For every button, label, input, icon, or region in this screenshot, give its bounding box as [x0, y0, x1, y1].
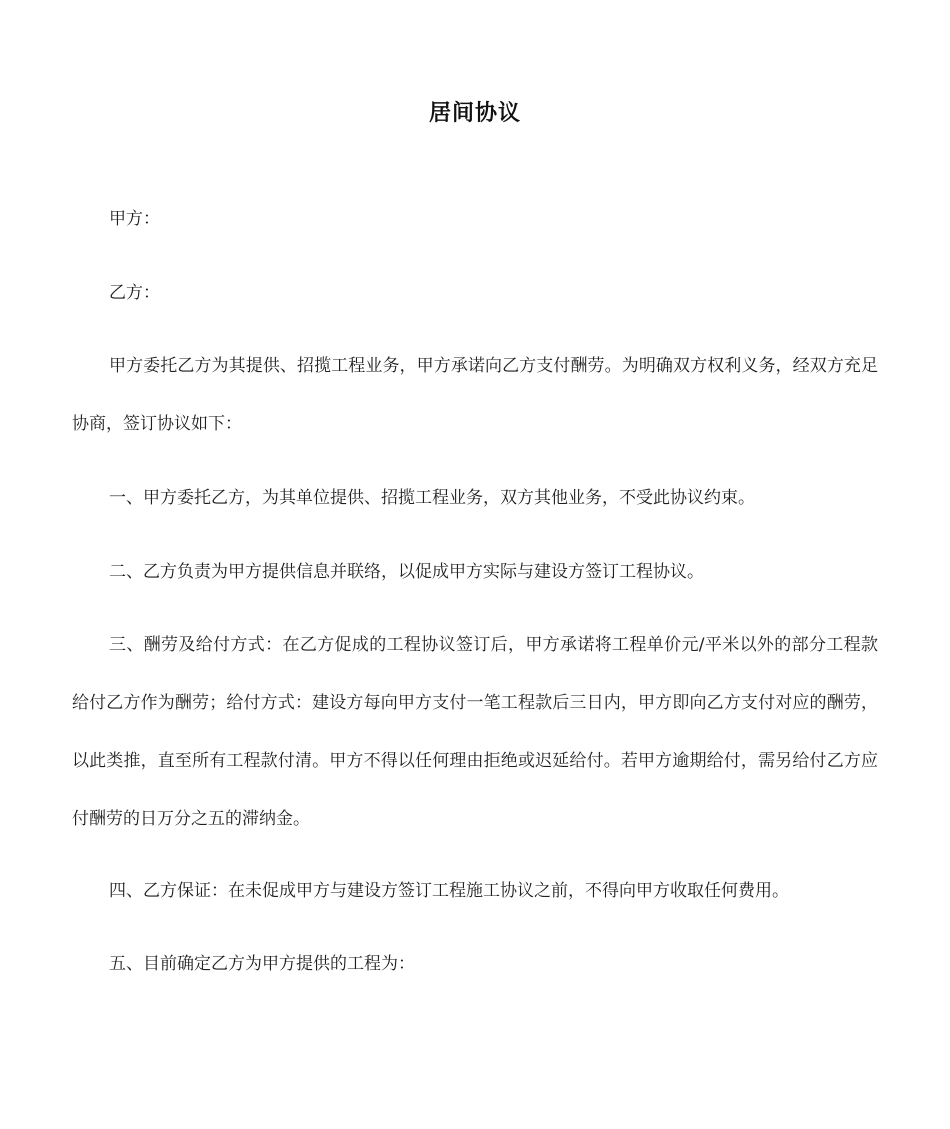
clause-3: 三、酬劳及给付方式：在乙方促成的工程协议签订后，甲方承诺将工程单价元/平米以外的部分工程款给付乙方作为酬劳；给付方式：建设方每向甲方支付一笔工程款后三日内，甲方即向乙方支付对应的酬劳，以此类推，直至所有工程款付清。甲方不得以任何理由拒绝或迟延给付。若甲方逾期给付，需另给付乙方应付酬劳的日万分之五的滞纳金。	[72, 635, 878, 829]
clause-2: 二、乙方负责为甲方提供信息并联络，以促成甲方实际与建设方签订工程协议。	[109, 562, 704, 582]
preamble-paragraph: 甲方委托乙方为其提供、招揽工程业务，甲方承诺向乙方支付酬劳。为明确双方权利义务，经双方充足协商，签订协议如下：	[72, 356, 878, 434]
clause-1: 一、甲方委托乙方，为其单位提供、招揽工程业务，双方其他业务，不受此协议约束。	[109, 488, 755, 508]
clause-4: 四、乙方保证：在未促成甲方与建设方签订工程施工协议之前，不得向甲方收取任何费用。	[109, 881, 789, 901]
party-b-line: 乙方：	[109, 283, 160, 303]
document-title: 居间协议	[428, 101, 521, 126]
clause-5: 五、目前确定乙方为甲方提供的工程为：	[109, 954, 415, 974]
party-a-line: 甲方：	[109, 209, 160, 229]
